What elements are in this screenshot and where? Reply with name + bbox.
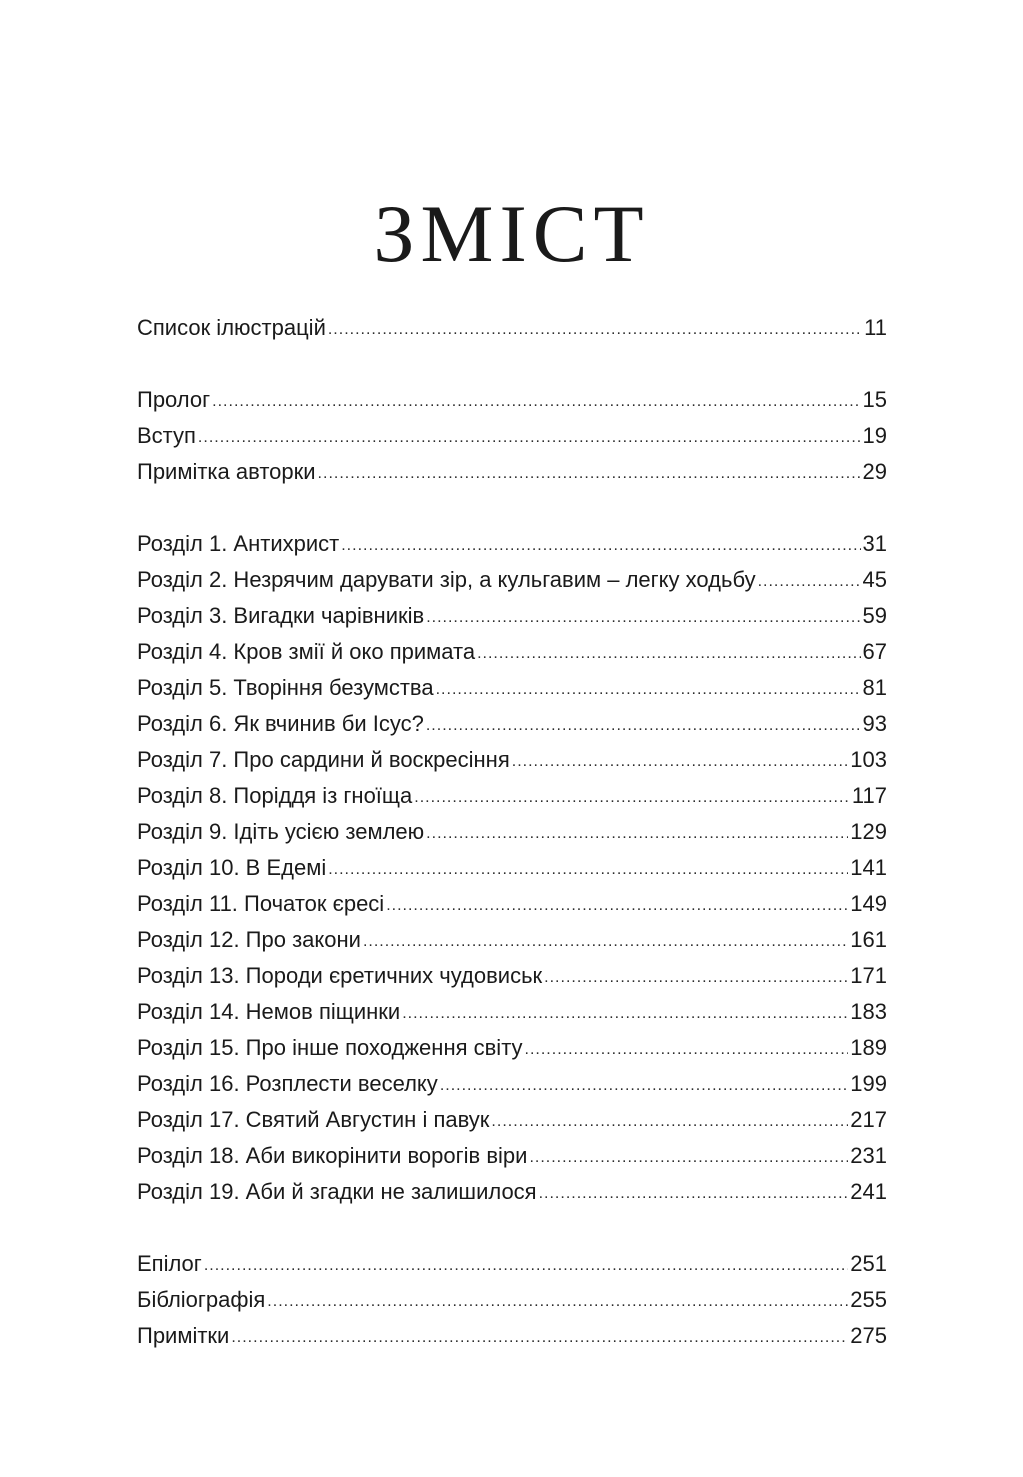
dot-leader — [512, 741, 849, 780]
toc-entry[interactable] — [137, 418, 887, 454]
toc-entry-title: Епілог — [137, 1251, 202, 1276]
toc-entry-title: Розділ 11. Початок єресі — [137, 891, 385, 916]
dot-leader — [426, 813, 848, 852]
toc-entry[interactable] — [137, 310, 887, 346]
toc-page-number: 199 — [850, 1071, 887, 1096]
toc-entry-title: Розділ 1. Антихрист — [137, 531, 340, 556]
toc-page-number: 117 — [851, 783, 887, 808]
toc-entry[interactable] — [137, 670, 887, 706]
toc-entry-title: Розділ 18. Аби викорінити ворогів віри — [137, 1143, 528, 1168]
toc-page-number: 29 — [862, 459, 887, 484]
toc-entry-title: Розділ 10. В Едемі — [137, 855, 327, 880]
toc-entry[interactable] — [137, 598, 887, 634]
toc-entry[interactable] — [137, 562, 887, 598]
toc-entry-title: Примітка авторки — [137, 459, 316, 484]
toc-entry[interactable] — [137, 958, 887, 994]
table-of-contents — [137, 310, 887, 1354]
toc-entry[interactable] — [137, 778, 887, 814]
dot-leader — [539, 1173, 849, 1212]
toc-entry[interactable] — [137, 1282, 887, 1318]
toc-entry-title: Розділ 4. Кров змії й око примата — [137, 639, 476, 664]
toc-page-number: 217 — [850, 1107, 887, 1132]
toc-entry-title: Бібліографія — [137, 1287, 266, 1312]
toc-entry[interactable] — [137, 1102, 887, 1138]
toc-entry[interactable] — [137, 886, 887, 922]
toc-entry-title: Розділ 6. Як вчинив би Ісус? — [137, 711, 424, 736]
toc-entry[interactable] — [137, 382, 887, 418]
toc-entry-title: Розділ 16. Розплести веселку — [137, 1071, 438, 1096]
toc-entry-title: Розділ 7. Про сардини й воскресіння — [137, 747, 510, 772]
toc-page-number: 251 — [850, 1251, 887, 1276]
toc-entry-title: Пролог — [137, 387, 211, 412]
toc-entry-title: Розділ 5. Творіння безумства — [137, 675, 434, 700]
dot-leader — [426, 705, 861, 744]
toc-entry-title: Розділ 3. Вигадки чарівників — [137, 603, 425, 628]
toc-page-number: 103 — [850, 747, 887, 772]
toc-entry[interactable] — [137, 814, 887, 850]
toc-page-number: 129 — [850, 819, 887, 844]
toc-section — [137, 382, 887, 490]
toc-page-number: 141 — [850, 855, 887, 880]
toc-page-number: 189 — [850, 1035, 887, 1060]
dot-leader — [525, 1029, 849, 1068]
toc-page-number: 93 — [862, 711, 887, 736]
toc-section — [137, 1246, 887, 1354]
dot-leader — [231, 1317, 848, 1356]
toc-entry[interactable] — [137, 1318, 887, 1354]
toc-entry[interactable] — [137, 1174, 887, 1210]
toc-page-number: 31 — [862, 531, 887, 556]
toc-entry[interactable] — [137, 634, 887, 670]
toc-page-number: 45 — [862, 567, 887, 592]
toc-entry-title: Розділ 13. Породи єретичних чудовиськ — [137, 963, 543, 988]
toc-page-number: 149 — [850, 891, 887, 916]
toc-entry-title: Розділ 2. Незрячим дарувати зір, а кульгавим – легку ходьбу — [137, 567, 756, 592]
toc-page-number: 171 — [850, 963, 887, 988]
dot-leader — [436, 669, 861, 708]
toc-page-number: 15 — [862, 387, 887, 412]
dot-leader — [758, 561, 861, 600]
toc-page-number: 255 — [850, 1287, 887, 1312]
toc-page-number: 81 — [862, 675, 887, 700]
dot-leader — [402, 993, 848, 1032]
toc-entry-title: Розділ 8. Поріддя із гноїща — [137, 783, 413, 808]
toc-entry[interactable] — [137, 454, 887, 490]
dot-leader — [363, 921, 848, 960]
toc-entry-title: Розділ 19. Аби й згадки не залишилося — [137, 1179, 537, 1204]
toc-entry-title: Примітки — [137, 1323, 230, 1348]
dot-leader — [426, 597, 860, 636]
dot-leader — [267, 1281, 848, 1320]
toc-page-number: 67 — [862, 639, 887, 664]
toc-entry[interactable] — [137, 742, 887, 778]
dot-leader — [529, 1137, 848, 1176]
toc-entry-title: Розділ 12. Про закони — [137, 927, 361, 952]
toc-entry[interactable] — [137, 922, 887, 958]
dot-leader — [491, 1101, 848, 1140]
toc-entry[interactable] — [137, 994, 887, 1030]
toc-page-number: 241 — [850, 1179, 887, 1204]
toc-entry-title: Список ілюстрацій — [137, 315, 326, 340]
dot-leader — [341, 525, 860, 564]
dot-leader — [204, 1245, 848, 1284]
toc-entry-title: Розділ 17. Святий Августин і павук — [137, 1107, 490, 1132]
toc-page-number: 231 — [850, 1143, 887, 1168]
page-title: ЗМІСТ — [373, 188, 650, 279]
toc-entry-title: Розділ 14. Немов піщинки — [137, 999, 401, 1024]
dot-leader — [328, 849, 848, 888]
toc-section — [137, 310, 887, 346]
toc-page-number: 59 — [862, 603, 887, 628]
toc-entry-title: Розділ 15. Про інше походження світу — [137, 1035, 523, 1060]
toc-entry[interactable] — [137, 1030, 887, 1066]
toc-page-number: 275 — [850, 1323, 887, 1348]
dot-leader — [198, 417, 861, 456]
toc-page-number: 161 — [850, 927, 887, 952]
toc-entry[interactable] — [137, 526, 887, 562]
toc-entry[interactable] — [137, 706, 887, 742]
toc-entry[interactable] — [137, 1066, 887, 1102]
dot-leader — [544, 957, 848, 996]
toc-section — [137, 526, 887, 1210]
toc-entry-title: Розділ 9. Ідіть усією землею — [137, 819, 425, 844]
toc-entry-title: Вступ — [137, 423, 196, 448]
toc-entry[interactable] — [137, 1138, 887, 1174]
toc-page-number: 183 — [850, 999, 887, 1024]
dot-leader — [212, 381, 860, 420]
dot-leader — [328, 309, 862, 348]
dot-leader — [440, 1065, 848, 1104]
dot-leader — [414, 777, 850, 816]
toc-entry[interactable] — [137, 1246, 887, 1282]
dot-leader — [318, 453, 861, 492]
toc-page-number: 11 — [864, 315, 887, 340]
toc-entry[interactable] — [137, 850, 887, 886]
toc-page-number: 19 — [862, 423, 887, 448]
dot-leader — [386, 885, 848, 924]
dot-leader — [477, 633, 860, 672]
